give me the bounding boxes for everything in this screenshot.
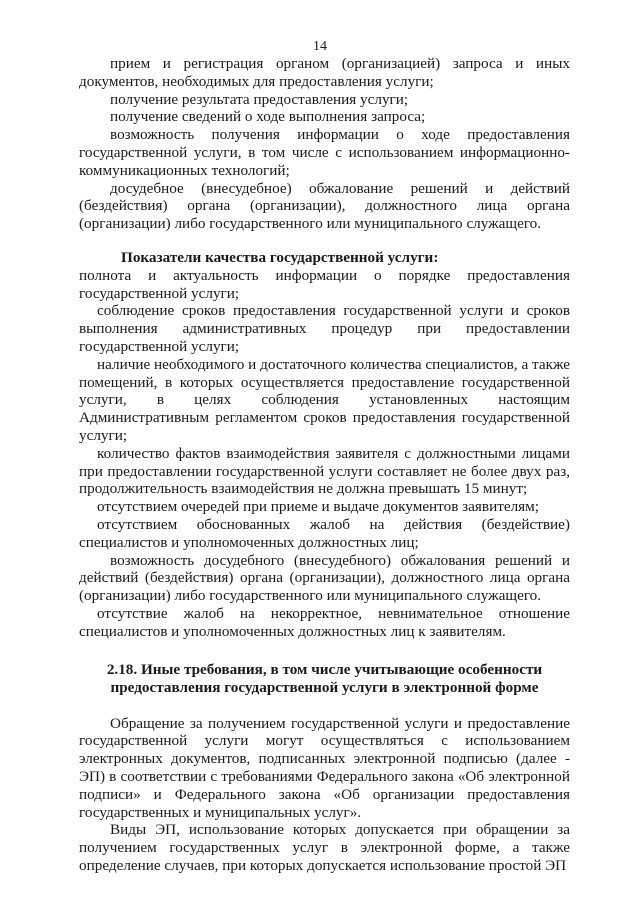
section-heading: 2.18. Иные требования, в том числе учитывающие особенности: [106, 661, 543, 678]
list-item: получение сведений о ходе выполнения запроса;: [110, 108, 426, 126]
quality-indicators: [79, 249, 570, 641]
service-stages-list: [79, 55, 570, 233]
paragraph: Обращение за получением государственной услуги и предоставление государственной услуги могут осуществляться с использованием электронных документов, подписанных электронной подписью (далее - ЭП) в соответствии с требованиями Федерального закона «Об электронной подписи» и Федерального закона «Об организации предоставления государственных и муниципальных услуг».: [79, 714, 570, 821]
list-item: отсутствие жалоб на некорректное, невнимательное отношение специалистов и уполномоченных должностных лиц к заявителям.: [79, 604, 570, 640]
page-number: 14: [313, 39, 327, 54]
list-item: отсутствием обоснованных жалоб на действия (бездействие) специалистов и уполномоченных должностных лиц;: [79, 515, 570, 551]
list-item: количество фактов взаимодействия заявителя с должностными лицами при предоставлении государственной услуги составляет не более двух раз, продолжительность взаимодействия не должна превышать 15 минут;: [79, 444, 570, 498]
list-item: отсутствием очередей при приеме и выдаче документов заявителям;: [97, 498, 539, 516]
list-item: наличие необходимого и достаточного количества специалистов, а также помещений, в которых осуществляется предоставление государственной услуги, в целях соблюдения установленных настоящим Административным регламентом сроков предоставления государственной услуги;: [79, 355, 570, 444]
list-item: возможность получения информации о ходе предоставления государственной услуги, в том числе с использованием информационно-коммуникационных технологий;: [79, 126, 570, 179]
list-item: соблюдение сроков предоставления государственной услуги и сроков выполнения административных процедур при предоставлении государственной услуги;: [79, 302, 570, 355]
quality-heading: Показатели качества государственной услуги:: [121, 249, 439, 266]
section-heading: предоставления государственной услуги в электронной форме: [110, 678, 539, 696]
list-item: полнота и актуальность информации о порядке предоставления государственной услуги;: [79, 266, 570, 302]
section-2-18: [79, 661, 570, 875]
list-item: возможность досудебного (внесудебного) обжалования решений и действий (бездействия) органа (организации), должностного лица органа (организации) либо государственного или муниципального служащего.: [79, 551, 570, 605]
paragraph: Виды ЭП, использование которых допускается при обращении за получением государственных услуг в электронной форме, а также определение случаев, при которых допускается использование простой ЭП: [79, 821, 570, 874]
list-item: досудебное (внесудебное) обжалование решений и действий (бездействия) органа (организации), должностного лица органа (организации) либо государственного или муниципального служащего.: [79, 179, 570, 233]
list-item: прием и регистрация органом (организацией) запроса и иных документов, необходимых для предоставления услуги;: [79, 55, 570, 90]
list-item: получение результата предоставления услуги;: [110, 90, 409, 108]
